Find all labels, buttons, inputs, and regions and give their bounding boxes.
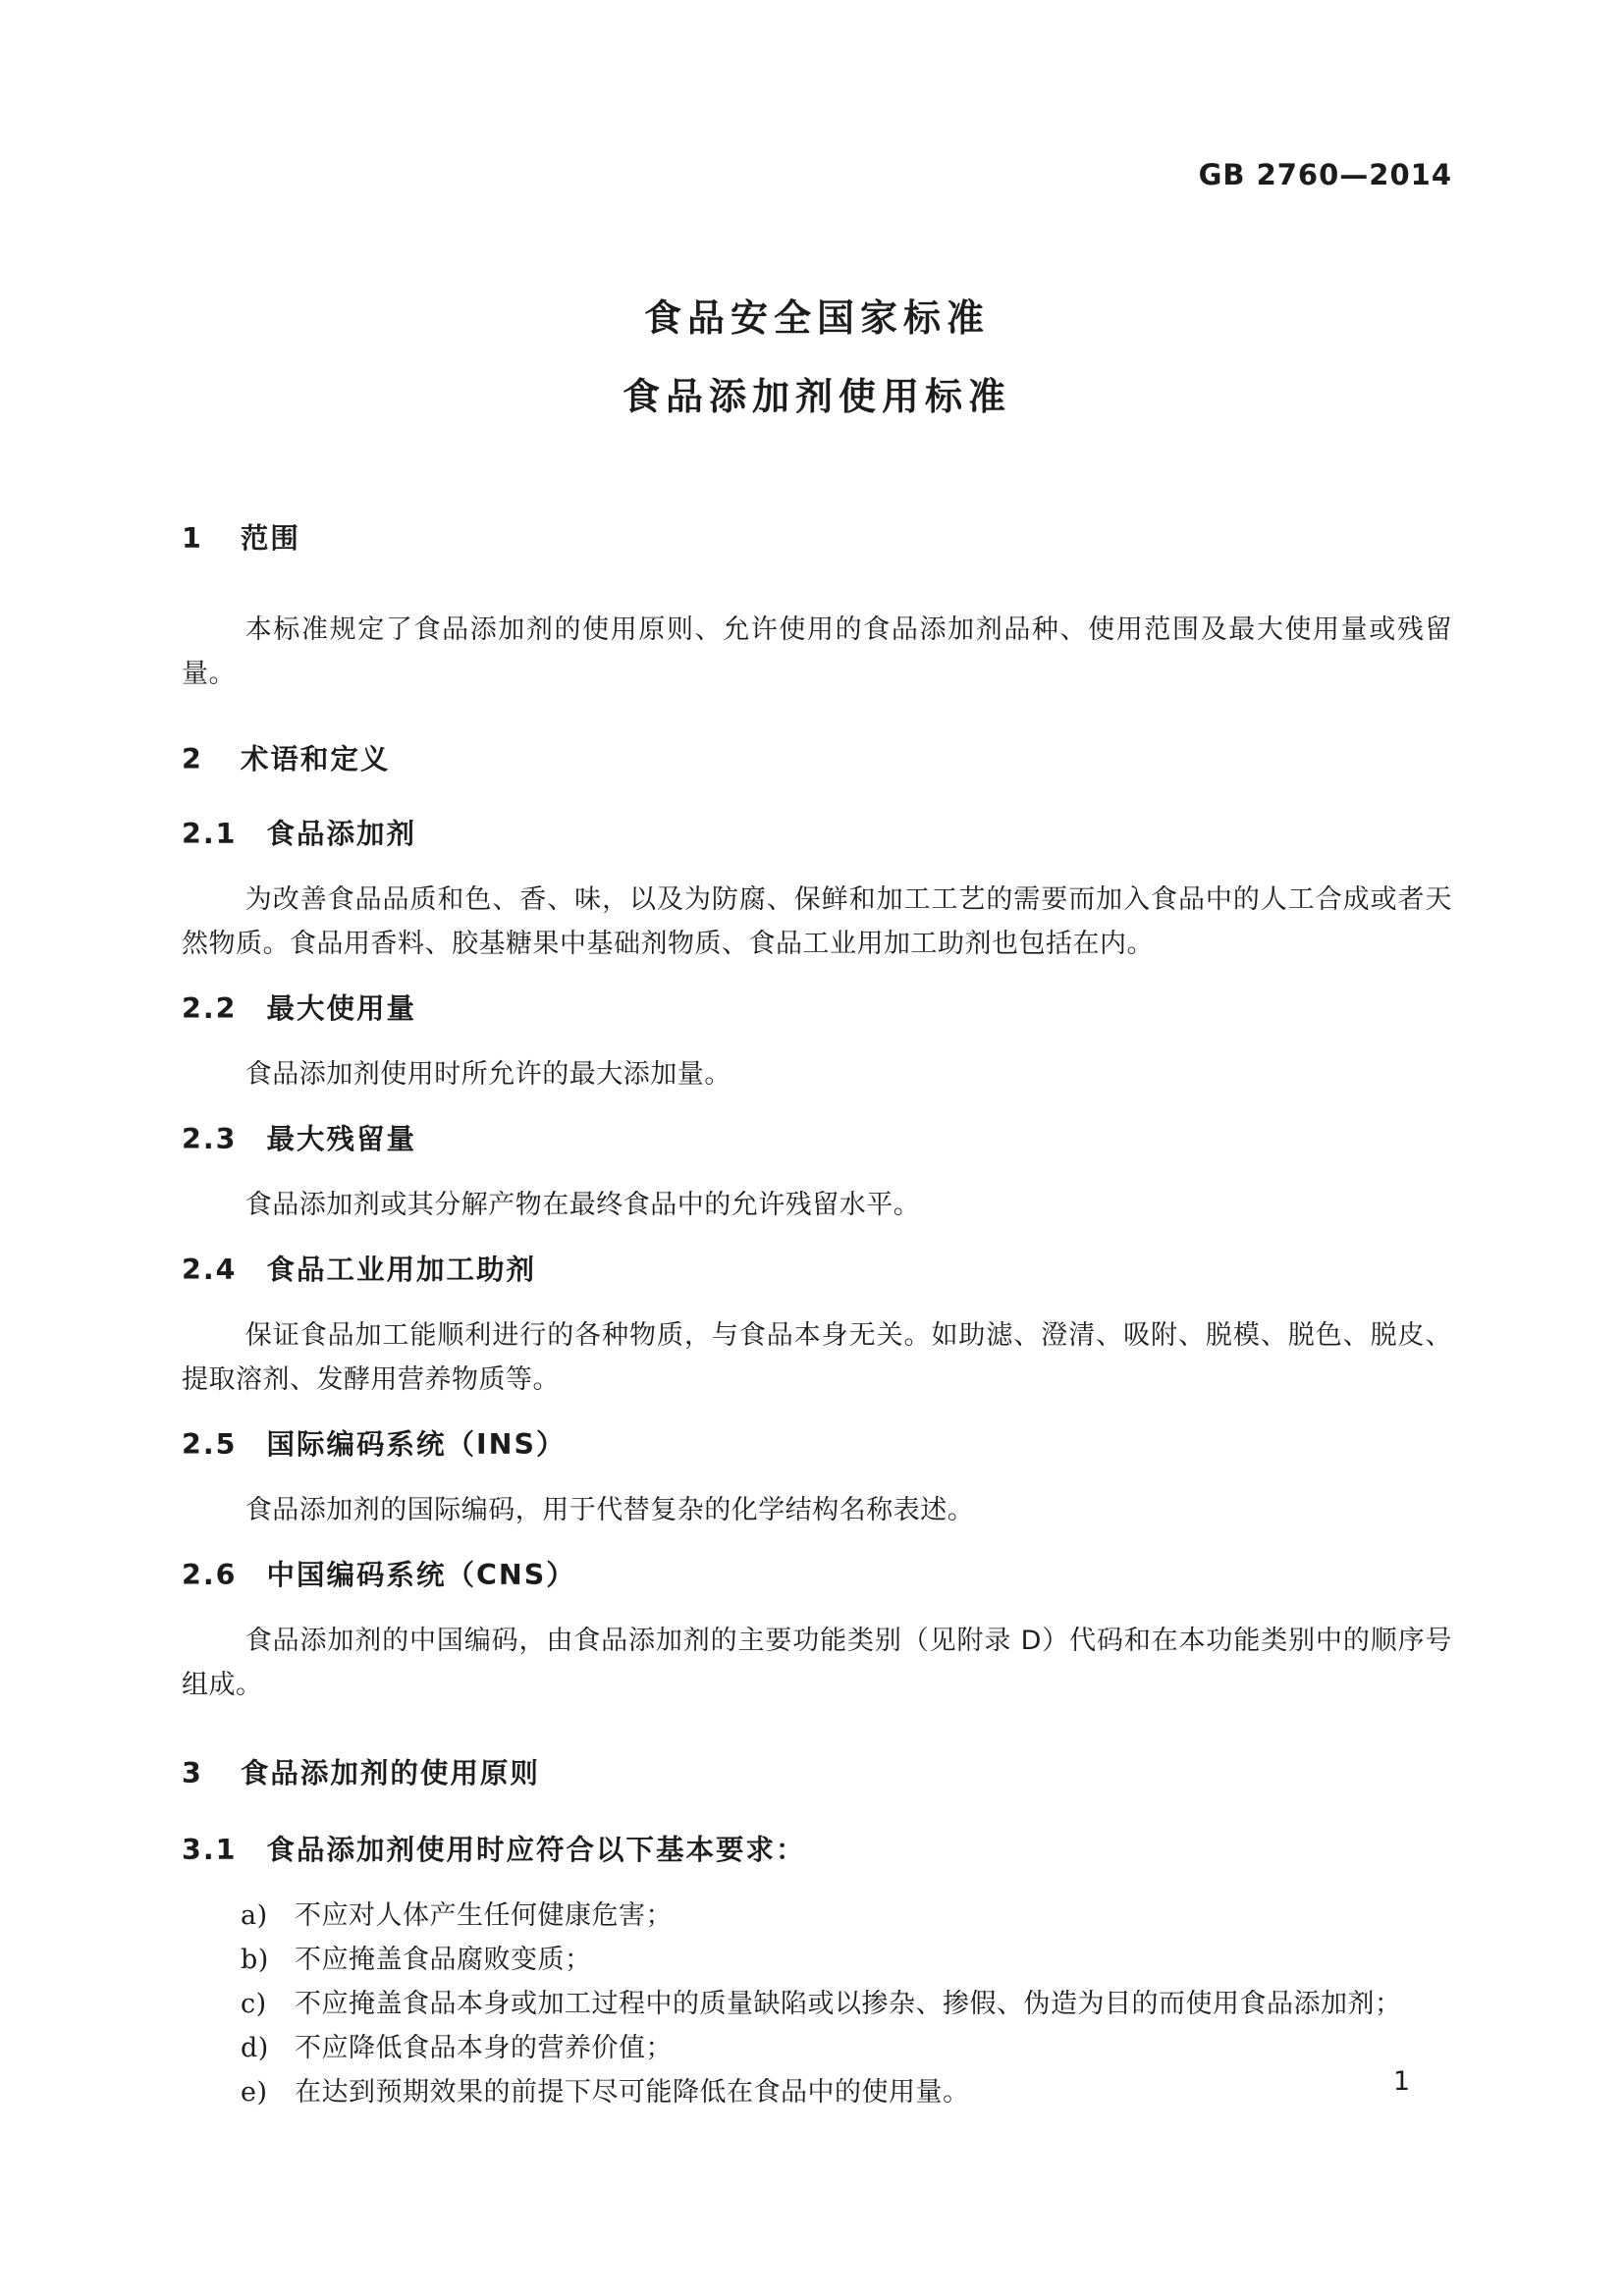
subsection-2-3-number: 2.3 [182,1123,238,1155]
subsection-2-2-body: 食品添加剂使用时所允许的最大添加量。 [244,1059,731,1090]
list-item-d-label: d) [241,2033,269,2063]
subsection-2-4-body: 保证食品加工能顺利进行的各种物质，与食品本身无关。如助滤、澄清、吸附、脱模、脱色、脱皮、提取溶剂、发酵用营养物质等。 [182,1320,1452,1395]
section-3-heading [182,1754,1452,1793]
section-1-number: 1 [182,522,203,555]
page-number: 1 [1392,2066,1410,2097]
list-item-a-text: 不应对人体产生任何健康危害； [295,1900,673,1931]
list-item-e-label: e) [241,2077,268,2108]
subsection-2-1-body: 为改善食品品质和色、香、味，以及为防腐、保鲜和加工工艺的需要而加入食品中的人工合成或者天然物质。食品用香料、胶基糖果中基础剂物质、食品工业用加工助剂也包括在内。 [182,884,1452,959]
section-2-title: 术语和定义 [240,743,391,775]
list-item-d [241,2026,1452,2070]
subsection-2-6-body: 食品添加剂的中国编码，由食品添加剂的主要功能类别（见附录 D）代码和在本功能类别中的顺序号组成。 [182,1626,1452,1700]
subsection-2-4-title: 食品工业用加工助剂 [266,1254,537,1286]
subsection-2-2-heading [182,989,1452,1029]
subsection-2-1-title: 食品添加剂 [266,818,417,850]
subsection-2-5-number: 2.5 [182,1428,238,1461]
list-item-a-label: a) [241,1900,268,1931]
subsection-2-6-heading [182,1556,1452,1595]
subsection-2-4-number: 2.4 [182,1254,238,1286]
doc-title-line2: 食品添加剂使用标准 [622,375,1011,418]
list-item-e [241,2070,1452,2114]
list-item-b-text: 不应掩盖食品腐败变质； [295,1945,592,1975]
subsection-2-6-title: 中国编码系统（CNS） [266,1559,576,1591]
subsection-2-1-heading [182,815,1452,854]
section-3-number: 3 [182,1757,203,1789]
subsection-2-3-heading [182,1120,1452,1159]
subsection-2-3-title: 最大残留量 [266,1123,417,1155]
section-2-heading [182,740,1452,779]
list-item-a [241,1894,1452,1938]
requirements-list [182,1894,1452,2114]
list-item-b [241,1938,1452,1982]
list-item-e-text: 在达到预期效果的前提下尽可能降低在食品中的使用量。 [295,2077,970,2108]
subsection-2-5-body: 食品添加剂的国际编码，用于代替复杂的化学结构名称表述。 [244,1495,975,1525]
subsection-2-5-heading [182,1425,1452,1465]
standard-code: GB 2760—2014 [1198,158,1452,191]
section-1-heading [182,519,1452,559]
list-item-c-label: c) [241,1989,267,2019]
subsection-2-4-heading [182,1251,1452,1290]
list-item-c-text: 不应掩盖食品本身或加工过程中的质量缺陷或以掺杂、掺假、伪造为目的而使用食品添加剂； [295,1989,1402,2019]
section-3-title: 食品添加剂的使用原则 [240,1757,540,1789]
section-1-title: 范围 [240,522,300,555]
list-item-c [241,1982,1452,2026]
subsection-3-1-heading [182,1831,1452,1870]
subsection-3-1-number: 3.1 [182,1834,238,1866]
subsection-2-5-title: 国际编码系统（INS） [266,1428,567,1461]
subsection-3-1-title: 食品添加剂使用时应符合以下基本要求： [266,1834,806,1866]
section-1-paragraph: 本标准规定了食品添加剂的使用原则、允许使用的食品添加剂品种、使用范围及最大使用量或残留量。 [182,614,1452,689]
subsection-2-2-title: 最大使用量 [266,992,417,1025]
subsection-2-3-body: 食品添加剂或其分解产物在最终食品中的允许残留水平。 [244,1190,921,1220]
subsection-2-1-number: 2.1 [182,818,238,850]
section-2-number: 2 [182,743,203,775]
subsection-2-6-number: 2.6 [182,1559,238,1591]
list-item-b-label: b) [241,1945,269,1975]
list-item-d-text: 不应降低食品本身的营养价值； [295,2033,673,2063]
subsection-2-2-number: 2.2 [182,992,238,1025]
doc-title-line1: 食品安全国家标准 [643,296,990,340]
